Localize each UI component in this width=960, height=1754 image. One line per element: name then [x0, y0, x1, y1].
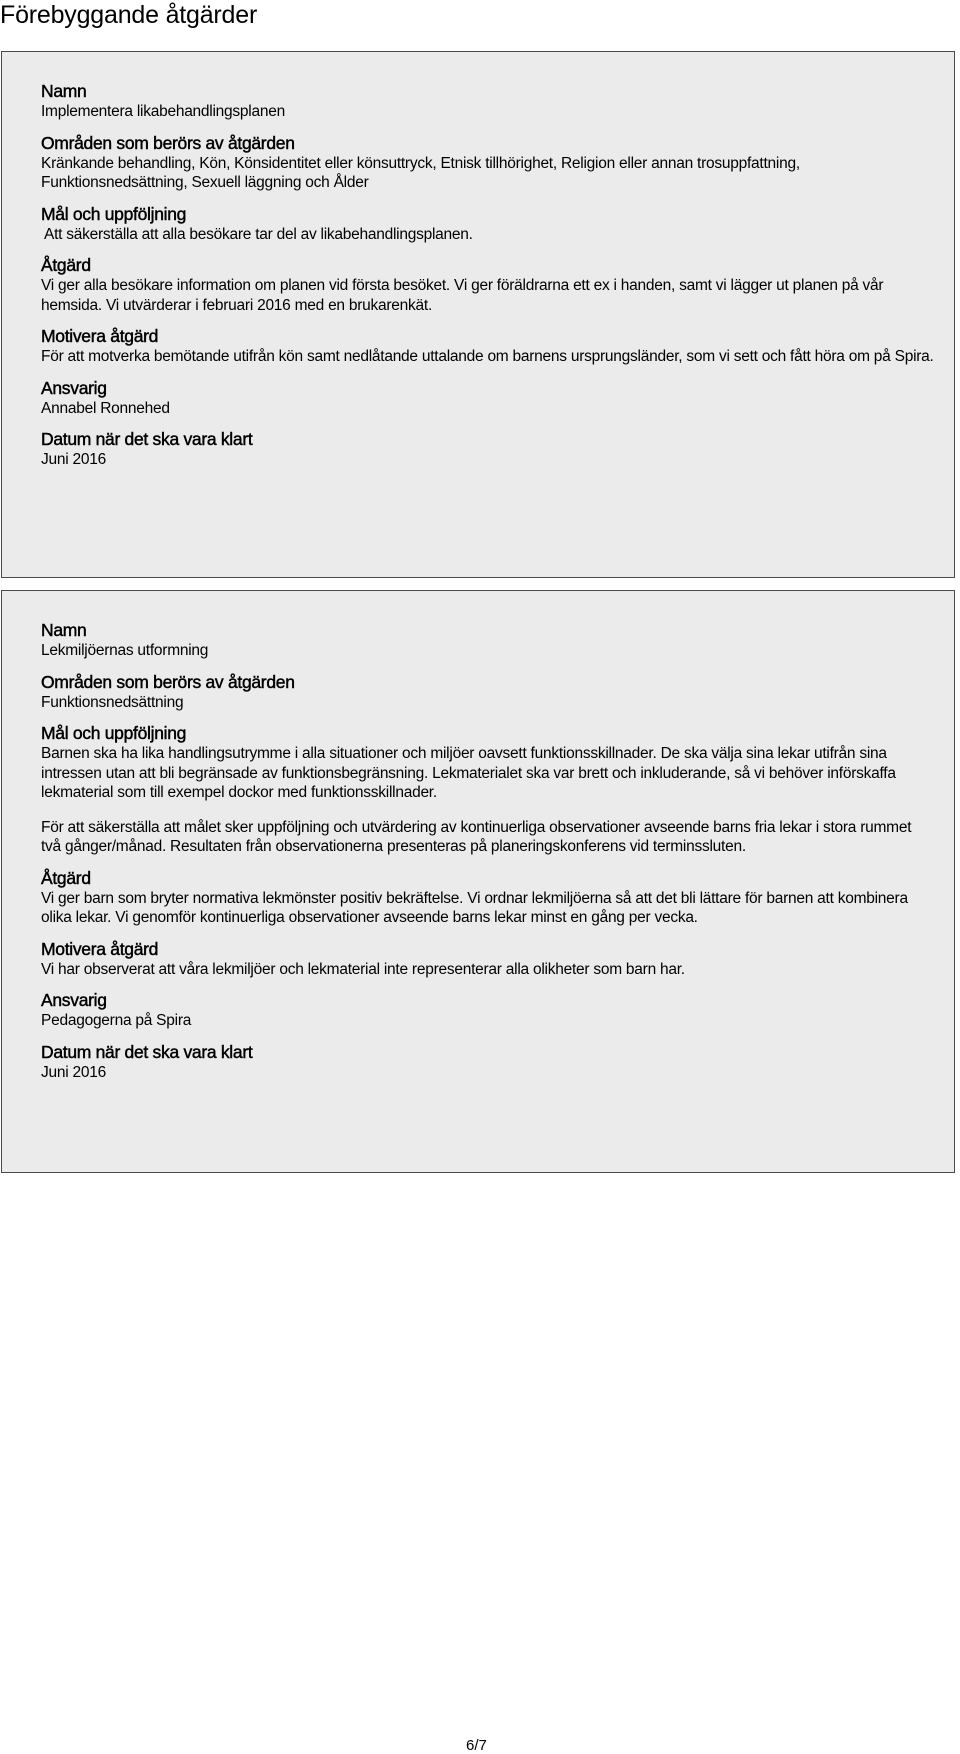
- motivate-label: Motivera åtgärd: [41, 938, 159, 959]
- name-field: [41, 619, 934, 661]
- name-field: [41, 80, 934, 122]
- deadline-label: Datum när det ska vara klart: [41, 429, 253, 449]
- responsible-field: [41, 989, 934, 1031]
- deadline-field: [41, 428, 934, 470]
- motivate-field: [41, 325, 934, 367]
- page-number: 6/7: [466, 1737, 487, 1754]
- measure-card-1: [1, 51, 955, 578]
- action-label: Åtgärd: [41, 867, 91, 888]
- goal-label: Mål och uppföljning: [41, 723, 187, 743]
- action-label: Åtgärd: [41, 255, 91, 275]
- goal-value: [41, 744, 934, 857]
- responsible-label: Ansvarig: [41, 377, 107, 398]
- responsible-field: [41, 377, 934, 419]
- name-value: Lekmiljöernas utformning: [41, 642, 209, 659]
- motivate-label: Motivera åtgärd: [41, 326, 159, 346]
- goal-value: [41, 225, 934, 245]
- responsible-value: Pedagogerna på Spira: [41, 1012, 192, 1029]
- goal-paragraph: Att säkerställa att alla besökare tar del av likabehandlingsplanen.: [44, 225, 473, 243]
- action-field: [41, 254, 934, 315]
- name-value: Implementera likabehandlingsplanen: [41, 103, 285, 120]
- name-label: Namn: [41, 81, 87, 101]
- areas-field: [41, 132, 934, 193]
- motivate-value: För att motverka bemötande utifrån kön samt nedlåtande uttalande om barnens ursprungsländer, som vi sett och fått höra om på Spira.: [41, 348, 934, 365]
- deadline-field: [41, 1041, 934, 1083]
- deadline-value: Juni 2016: [41, 1063, 106, 1081]
- motivate-field: [41, 938, 934, 980]
- areas-field: [41, 671, 934, 713]
- action-value: Vi ger barn som bryter normativa lekmönster positiv bekräftelse. Vi ordnar lekmiljöerna så att det bli lättare för barnen att kombinera olika lekar. Vi genomför kontinuerliga observationer avseende barns lekar minst en gång per vecka.: [41, 889, 908, 926]
- action-value: Vi ger alla besökare information om planen vid första besöket. Vi ger föräldrarna ett ex i handen, samt vi lägger ut planen på vår hemsida. Vi utvärderar i februari 2016 med en brukarenkät.: [41, 277, 884, 314]
- motivate-value: Vi har observerat att våra lekmiljöer och lekmaterial inte representerar alla olikheter som barn har.: [41, 960, 685, 978]
- areas-value: Funktionsnedsättning: [41, 693, 184, 711]
- areas-label: Områden som berörs av åtgärden: [41, 671, 295, 692]
- goal-paragraph-1: Barnen ska ha lika handlingsutrymme i alla situationer och miljöer oavsett funktionsskillnader. De ska välja sina lekar utifrån sina intressen utan att bli begränsade av funktionsbegränsning. Lekmaterialet ska var brett och inkluderande, så vi behöver införskaffa lekmaterial som till exempel dockor med funktionsskillnader.: [41, 745, 896, 801]
- responsible-value: Annabel Ronnehed: [41, 399, 170, 417]
- responsible-label: Ansvarig: [41, 990, 107, 1010]
- measure-card-2: [1, 590, 955, 1173]
- goal-label: Mål och uppföljning: [41, 203, 187, 224]
- action-field: [41, 867, 934, 928]
- name-label: Namn: [41, 620, 87, 640]
- deadline-label: Datum när det ska vara klart: [41, 1041, 253, 1062]
- deadline-value: Juni 2016: [41, 451, 106, 468]
- goal-paragraph-2: För att säkerställa att målet sker uppföljning och utvärdering av kontinuerliga observationer avseende barns fria lekar i stora rummet två gånger/månad. Resultaten från observationerna presenteras på planeringskonferens vid terminssluten.: [41, 818, 912, 855]
- page-title: Förebyggande åtgärder: [0, 1, 258, 29]
- areas-value: Kränkande behandling, Kön, Könsidentitet eller könsuttryck, Etnisk tillhörighet, Religion eller annan trosuppfattning, Funktionsnedsättning, Sexuell läggning och Ålder: [41, 154, 800, 191]
- goal-field: [41, 203, 934, 245]
- areas-label: Områden som berörs av åtgärden: [41, 132, 295, 153]
- goal-field: [41, 722, 934, 857]
